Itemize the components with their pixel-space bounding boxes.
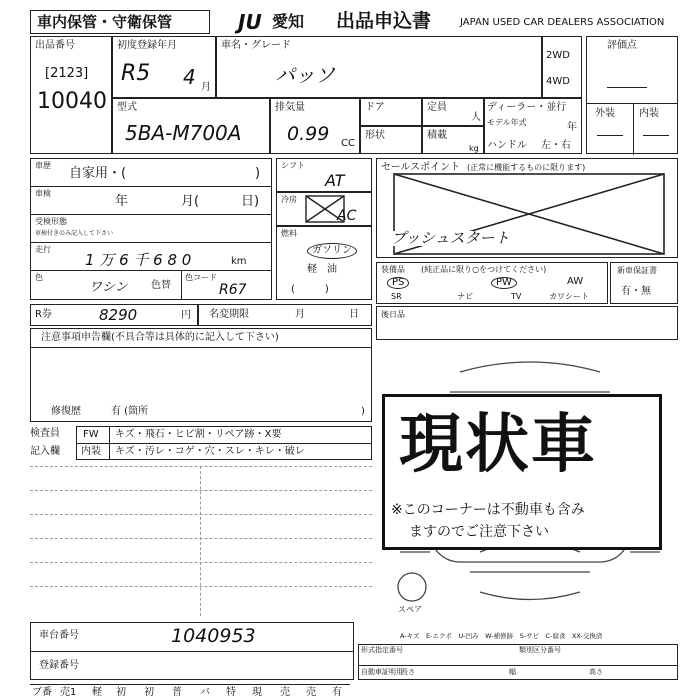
width-label: 幅 (509, 668, 516, 676)
doc-title: 出品申込書 (336, 10, 432, 32)
history-row (31, 159, 271, 187)
mileage-label: 走行 (35, 245, 51, 254)
bottom-cell: 初 (116, 687, 126, 698)
equipment-box (376, 262, 608, 304)
shape-box (360, 126, 422, 154)
spec-box (358, 644, 678, 680)
lot-code: [2123] (45, 66, 89, 81)
selling-point-label: セールスポイント (381, 162, 461, 173)
ac-label: 冷房 (281, 195, 297, 204)
handle-options: 左・右 (541, 140, 571, 151)
after-box (376, 306, 678, 340)
bottom-cell: 売 (280, 687, 290, 698)
equip-aw: AW (567, 276, 584, 287)
mileage-unit: km (231, 256, 247, 267)
name-change-box (198, 304, 372, 326)
drive-2wd: 2WD (546, 50, 570, 61)
height-label: 高さ (589, 668, 603, 676)
bottom-cell: 現 (252, 687, 262, 698)
handle-label: ハンドル (487, 140, 527, 151)
inspector-box (30, 426, 372, 462)
inspector-fw: FW (83, 429, 99, 440)
recycle-value: 8290 (99, 306, 138, 324)
registration-number-label: 登録番号 (39, 660, 79, 671)
after-label: 後日品 (381, 310, 405, 319)
displacement-label: 排気量 (275, 102, 305, 113)
chassis-label: 車台番号 (39, 630, 79, 641)
notes-lines (30, 466, 372, 616)
grade-dash (607, 87, 647, 88)
grade-label: 評価点 (607, 40, 637, 51)
registration-label: 初度登録年月 (117, 40, 177, 51)
model-value: パッソ (275, 63, 335, 87)
equip-seat: カワシート (549, 292, 589, 301)
type-box (112, 98, 270, 154)
equip-navi: ナビ (457, 292, 473, 301)
bottom-row (30, 684, 350, 700)
shift-box (276, 158, 372, 192)
lot-number: 10040 (37, 89, 107, 114)
bottom-cell: 売1 (60, 687, 77, 698)
inspector-interior: 内装 (81, 446, 101, 457)
inspection-month: 月( (181, 194, 200, 209)
equip-pw: PW (491, 277, 517, 289)
name-change-day: 日 (349, 309, 359, 320)
inspection-year: 年 (115, 194, 129, 209)
selling-point-box (376, 158, 678, 258)
grade-vsplit (633, 103, 634, 155)
model-year-label: モデル年式 (487, 118, 527, 127)
color-row (31, 271, 271, 299)
repair-value: 有 (箇所 (111, 406, 149, 417)
equip-sr: SR (391, 292, 402, 301)
ju-logo: JU (238, 10, 262, 34)
recycle-box (30, 304, 198, 326)
receive-label: 受検形態 (35, 217, 67, 226)
selling-point-handwritten: プッシュスタート (391, 229, 510, 247)
shape-label: 形状 (365, 130, 385, 141)
chassis-box (30, 622, 354, 680)
registration-year: R5 (121, 61, 151, 86)
drive-box (542, 36, 582, 98)
name-change-label: 名変期限 (209, 309, 249, 320)
displacement-value: 0.99 (287, 123, 330, 145)
history-value: 自家用・( (69, 166, 127, 181)
equipment-note: (純正品に限り○をつけてください) (421, 265, 547, 274)
inspector-hline (77, 443, 371, 444)
storage-box (30, 10, 210, 34)
length-label: 長さ (401, 668, 415, 676)
color-label: 色 (35, 273, 43, 282)
inspector-table (76, 426, 372, 460)
registration-month: 4 (183, 65, 196, 89)
year-unit: 年 (567, 122, 577, 133)
recycle-label: R券 (35, 309, 52, 320)
door-box (360, 98, 422, 126)
int-dash (643, 135, 669, 136)
bottom-cell: ブ番 (32, 687, 52, 698)
grade-box (586, 36, 678, 154)
model-label: 車名・グレード (221, 40, 291, 51)
shift-label: シフト (281, 161, 305, 170)
color-change: 色替 (151, 280, 171, 291)
bottom-cell: 普 (172, 687, 182, 698)
org-name: 愛知 (272, 12, 305, 31)
bottom-cell: 初 (144, 687, 154, 698)
inspection-day: 日) (241, 194, 260, 209)
lot-box (30, 36, 112, 154)
status-stamp (382, 394, 662, 550)
equip-ps: PS (387, 277, 409, 289)
exterior-label: 外装 (595, 108, 615, 119)
inspection-label: 車検 (35, 189, 51, 198)
dealer-label: ディーラー・並行 (487, 102, 567, 113)
category-label: 類別区分番号 (519, 646, 561, 654)
selling-point-note: (正常に機能するものに限ります) (467, 163, 586, 172)
type-approval-label: 形式指定番号 (361, 646, 403, 654)
warranty-box (610, 262, 678, 304)
damage-legend: A-キズ E-エクボ U-凹み W-補修跡 S-サビ C-腐食 XX-交換済 (400, 632, 603, 640)
drive-4wd: 4WD (546, 76, 570, 87)
ext-dash (597, 135, 623, 136)
bottom-cell: 売 (306, 687, 316, 698)
mileage-row (31, 243, 271, 271)
inspector-label-1: 検査員 (30, 428, 60, 439)
registration-box (112, 36, 216, 98)
model-box (216, 36, 542, 98)
bottom-cell: 有 (332, 687, 342, 698)
shift-value: AT (325, 171, 345, 190)
lot-label: 出品番号 (35, 40, 75, 51)
inspection-row (31, 187, 271, 215)
color-split (181, 271, 182, 299)
notes-box (30, 328, 372, 422)
inspector-int-items: キズ・汚レ・コゲ・穴・スレ・キレ・破レ (115, 446, 305, 457)
warranty-options: 有・無 (621, 286, 651, 297)
dealer-box (484, 98, 582, 154)
fuel-paren: ( ) (291, 284, 329, 295)
equip-tv: TV (511, 292, 522, 301)
month-unit: 月 (201, 82, 211, 93)
org-english: JAPAN USED CAR DEALERS ASSOCIATION (460, 17, 665, 28)
fuel-gasoline: ガソリン (307, 243, 357, 259)
notes-label: 注意事項申告欄(不具合等は具体的に記入して下さい) (41, 332, 279, 343)
history-box (30, 158, 272, 300)
stamp-note-1: ※このコーナーは不動車も含み (391, 502, 585, 518)
bottom-cell: バ (200, 687, 210, 698)
chassis-value: 1040953 (171, 625, 256, 647)
load-unit: kg (469, 144, 479, 153)
spare-label: スペア (398, 605, 422, 614)
interior-label: 内装 (639, 108, 659, 119)
color-value: ワシン (89, 280, 128, 295)
capacity-label: 定員 (427, 102, 447, 113)
storage-label: 車内保管・守衛保管 (37, 13, 173, 31)
repair-close: ) (361, 406, 365, 417)
receive-note: 車検付きのみ記入して下さい (35, 230, 114, 237)
type-value: 5BA-M700A (125, 121, 242, 145)
fuel-diesel: 軽 油 (307, 264, 337, 275)
type-label: 型式 (117, 102, 137, 113)
header (238, 10, 698, 36)
bottom-cell: 特 (226, 687, 236, 698)
capacity-unit: 人 (471, 112, 481, 123)
load-label: 積載 (427, 130, 447, 141)
grade-divider (587, 103, 677, 104)
ac-value: AC (337, 208, 357, 224)
spec-divider (359, 665, 677, 666)
name-change-month: 月 (295, 309, 305, 320)
color-code: R67 (219, 282, 247, 298)
cert-label: 自動車証明用 (361, 668, 403, 676)
warranty-label: 新車保証書 (617, 266, 657, 275)
recycle-unit: 円 (181, 310, 191, 321)
repair-label: 修復歴 (51, 406, 81, 417)
inspector-label-2: 記入欄 (30, 446, 60, 457)
inspector-fw-items: キズ・飛石・ヒビ割・リペア跡・X要 (115, 429, 282, 440)
receive-row (31, 215, 271, 243)
ac-box (276, 192, 372, 226)
history-label: 車歴 (35, 161, 51, 170)
notes-divider (31, 347, 371, 348)
capacity-box (422, 98, 484, 126)
fuel-box (276, 226, 372, 300)
displacement-unit: CC (341, 138, 355, 149)
bottom-cell: 軽 (92, 687, 102, 698)
stamp-note-2: ますのでご注意下さい (409, 524, 549, 540)
displacement-box (270, 98, 360, 154)
door-label: ドア (365, 102, 385, 113)
stamp-title: 現状車 (399, 408, 597, 482)
inspector-vline (109, 427, 110, 459)
fuel-label: 燃料 (281, 229, 297, 238)
equipment-label: 装備品 (381, 265, 405, 274)
mileage-value: 1 万 6 千 6 8 0 (85, 251, 192, 269)
load-box (422, 126, 484, 154)
color-code-label: 色コード (185, 273, 217, 282)
history-close: ) (255, 166, 261, 181)
chassis-divider (31, 651, 353, 652)
